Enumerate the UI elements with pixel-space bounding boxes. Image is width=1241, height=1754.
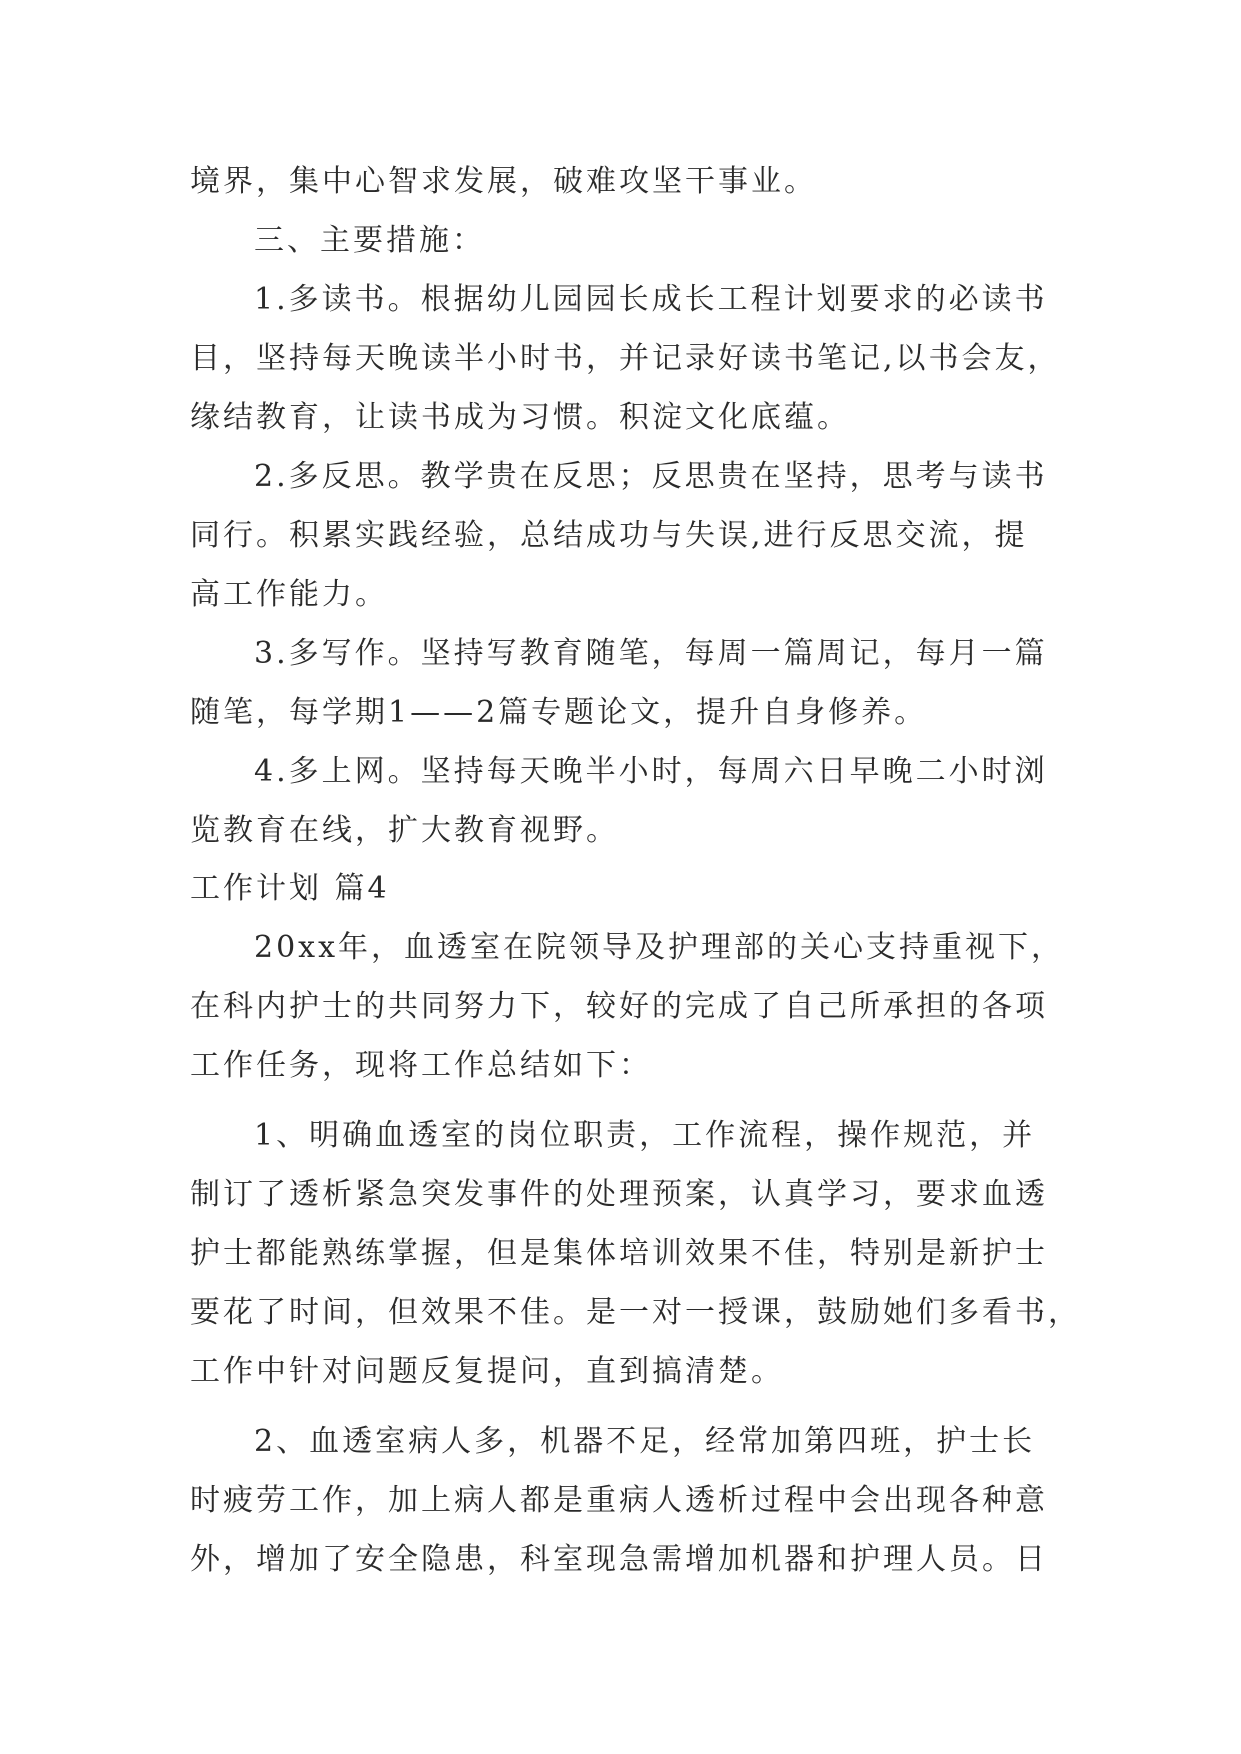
document-body [190, 152, 1081, 1589]
text-line: 缘结教育，让读书成为习惯。积淀文化底蕴。 [190, 400, 850, 435]
text-line: 4.多上网。坚持每天晚半小时，每周六日早晚二小时浏 [254, 754, 1048, 789]
text-line: 1.多读书。根据幼儿园园长成长工程计划要求的必读书 [254, 282, 1048, 317]
text-line: 同行。积累实践经验，总结成功与失误,进行反思交流，提 [190, 518, 1028, 553]
text-line: 1、明确血透室的岗位职责，工作流程，操作规范，并 [254, 1118, 1036, 1153]
text-line: 时疲劳工作，加上病人都是重病人透析过程中会出现各种意 [190, 1483, 1048, 1518]
text-line: 境界，集中心智求发展，破难攻坚干事业。 [190, 164, 817, 199]
text-line: 在科内护士的共同努力下，较好的完成了自己所承担的各项 [190, 989, 1048, 1024]
text-line: 高工作能力。 [190, 577, 388, 612]
text-line: 2.多反思。教学贵在反思；反思贵在坚持，思考与读书 [254, 459, 1048, 494]
text-line: 2、血透室病人多，机器不足，经常加第四班，护士长 [254, 1424, 1036, 1459]
text-line: 3.多写作。坚持写教育随笔，每周一篇周记，每月一篇 [254, 636, 1048, 671]
text-line: 工作任务，现将工作总结如下： [190, 1048, 652, 1083]
text-line: 护士都能熟练掌握，但是集体培训效果不佳，特别是新护士 [190, 1236, 1048, 1271]
text-line: 工作中针对问题反复提问，直到搞清楚。 [190, 1354, 784, 1389]
text-line: 20xx年，血透室在院领导及护理部的关心支持重视下， [254, 930, 1065, 965]
paragraph-gap [190, 1095, 1070, 1106]
section-heading: 三、主要措施： [254, 223, 485, 258]
text-line: 外，增加了安全隐患，科室现急需增加机器和护理人员。日 [190, 1542, 1048, 1577]
text-line: 随笔，每学期1——2篇专题论文，提升自身修养。 [190, 695, 928, 730]
paragraph-gap [190, 1401, 1070, 1412]
text-line: 制订了透析紧急突发事件的处理预案，认真学习，要求血透 [190, 1177, 1048, 1212]
text-line: 要花了时间，但效果不佳。是一对一授课，鼓励她们多看书， [190, 1295, 1081, 1330]
text-line: 目，坚持每天晚读半小时书，并记录好读书笔记,以书会友， [190, 341, 1061, 376]
article-heading: 工作计划 篇4 [190, 871, 390, 906]
text-line: 览教育在线，扩大教育视野。 [190, 813, 619, 848]
